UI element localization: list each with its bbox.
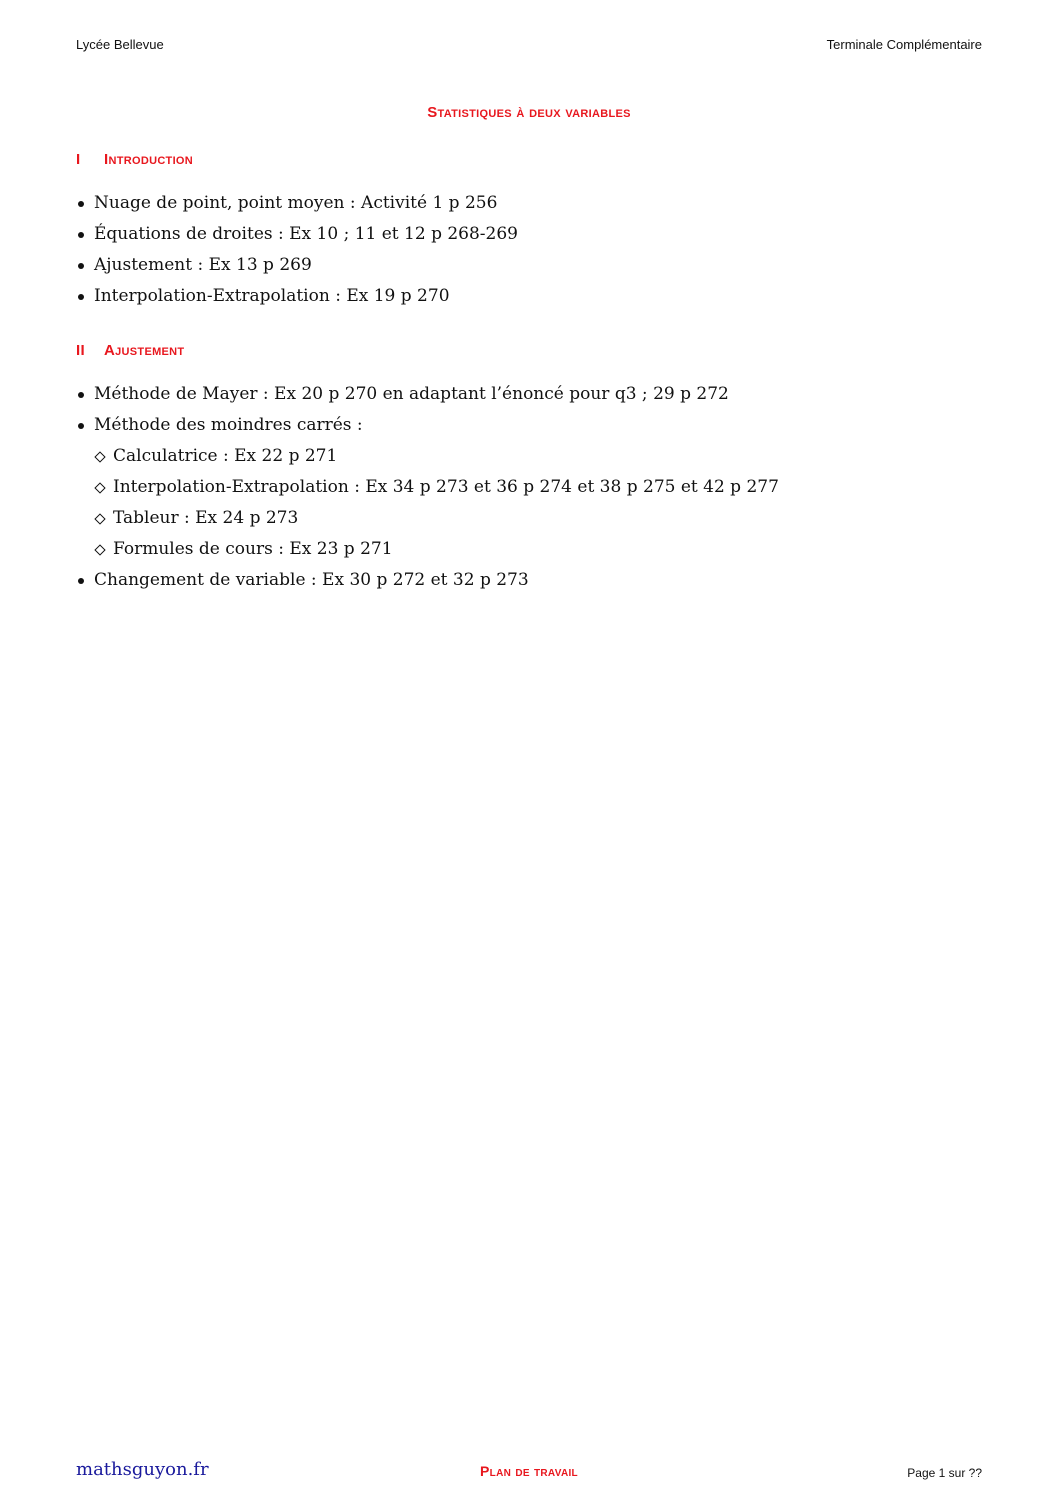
list-item-text: Ajustement : Ex 13 p 269 xyxy=(94,255,312,275)
list-item xyxy=(76,410,779,441)
bullet-icon xyxy=(78,263,84,269)
list-item-text: Formules de cours : Ex 23 p 271 xyxy=(113,539,393,559)
sub-list-item xyxy=(76,472,779,503)
list-item xyxy=(76,250,518,281)
diamond-bullet-icon xyxy=(94,451,105,462)
list-item xyxy=(76,188,518,219)
header-class: Terminale Complémentaire xyxy=(826,37,982,52)
diamond-bullet-icon xyxy=(94,482,105,493)
list-item-text: Nuage de point, point moyen : Activité 1 p 256 xyxy=(94,193,498,213)
section-heading-introduction xyxy=(76,151,193,168)
list-item-text: Tableur : Ex 24 p 273 xyxy=(113,508,299,528)
ajustement-list xyxy=(76,379,779,596)
bullet-icon xyxy=(78,232,84,238)
header-school: Lycée Bellevue xyxy=(76,37,164,52)
section-number: I xyxy=(76,151,81,168)
bullet-icon xyxy=(78,423,84,429)
list-item-text: Changement de variable : Ex 30 p 272 et 32 p 273 xyxy=(94,570,529,590)
list-item-text: Calculatrice : Ex 22 p 271 xyxy=(113,446,338,466)
list-item xyxy=(76,219,518,250)
list-item-text: Interpolation-Extrapolation : Ex 19 p 270 xyxy=(94,286,450,306)
list-item xyxy=(76,379,779,410)
list-item-text: Méthode de Mayer : Ex 20 p 270 en adaptant l’énoncé pour q3 ; 29 p 272 xyxy=(94,384,729,404)
introduction-list xyxy=(76,188,518,312)
sub-list-item xyxy=(76,534,779,565)
diamond-bullet-icon xyxy=(94,513,105,524)
sub-list-item xyxy=(76,503,779,534)
section-title: Introduction xyxy=(104,151,194,168)
footer-site-link[interactable]: mathsguyon.fr xyxy=(76,1459,209,1480)
bullet-icon xyxy=(78,578,84,584)
bullet-icon xyxy=(78,201,84,207)
sub-list-item xyxy=(76,441,779,472)
list-item-text: Méthode des moindres carrés : xyxy=(94,415,363,435)
list-item-text: Interpolation-Extrapolation : Ex 34 p 273 et 36 p 274 et 38 p 275 et 42 p 277 xyxy=(113,477,779,497)
section-number: II xyxy=(76,342,85,359)
page-title: Statistiques à deux variables xyxy=(427,104,631,121)
list-item xyxy=(76,565,779,596)
list-item-text: Équations de droites : Ex 10 ; 11 et 12 p 268-269 xyxy=(94,224,518,244)
footer-title: Plan de travail xyxy=(480,1463,578,1479)
section-heading-ajustement xyxy=(76,342,184,359)
list-item xyxy=(76,281,518,312)
diamond-bullet-icon xyxy=(94,544,105,555)
footer-page-number: Page 1 sur ?? xyxy=(907,1466,982,1480)
section-title: Ajustement xyxy=(104,342,185,359)
bullet-icon xyxy=(78,294,84,300)
bullet-icon xyxy=(78,392,84,398)
